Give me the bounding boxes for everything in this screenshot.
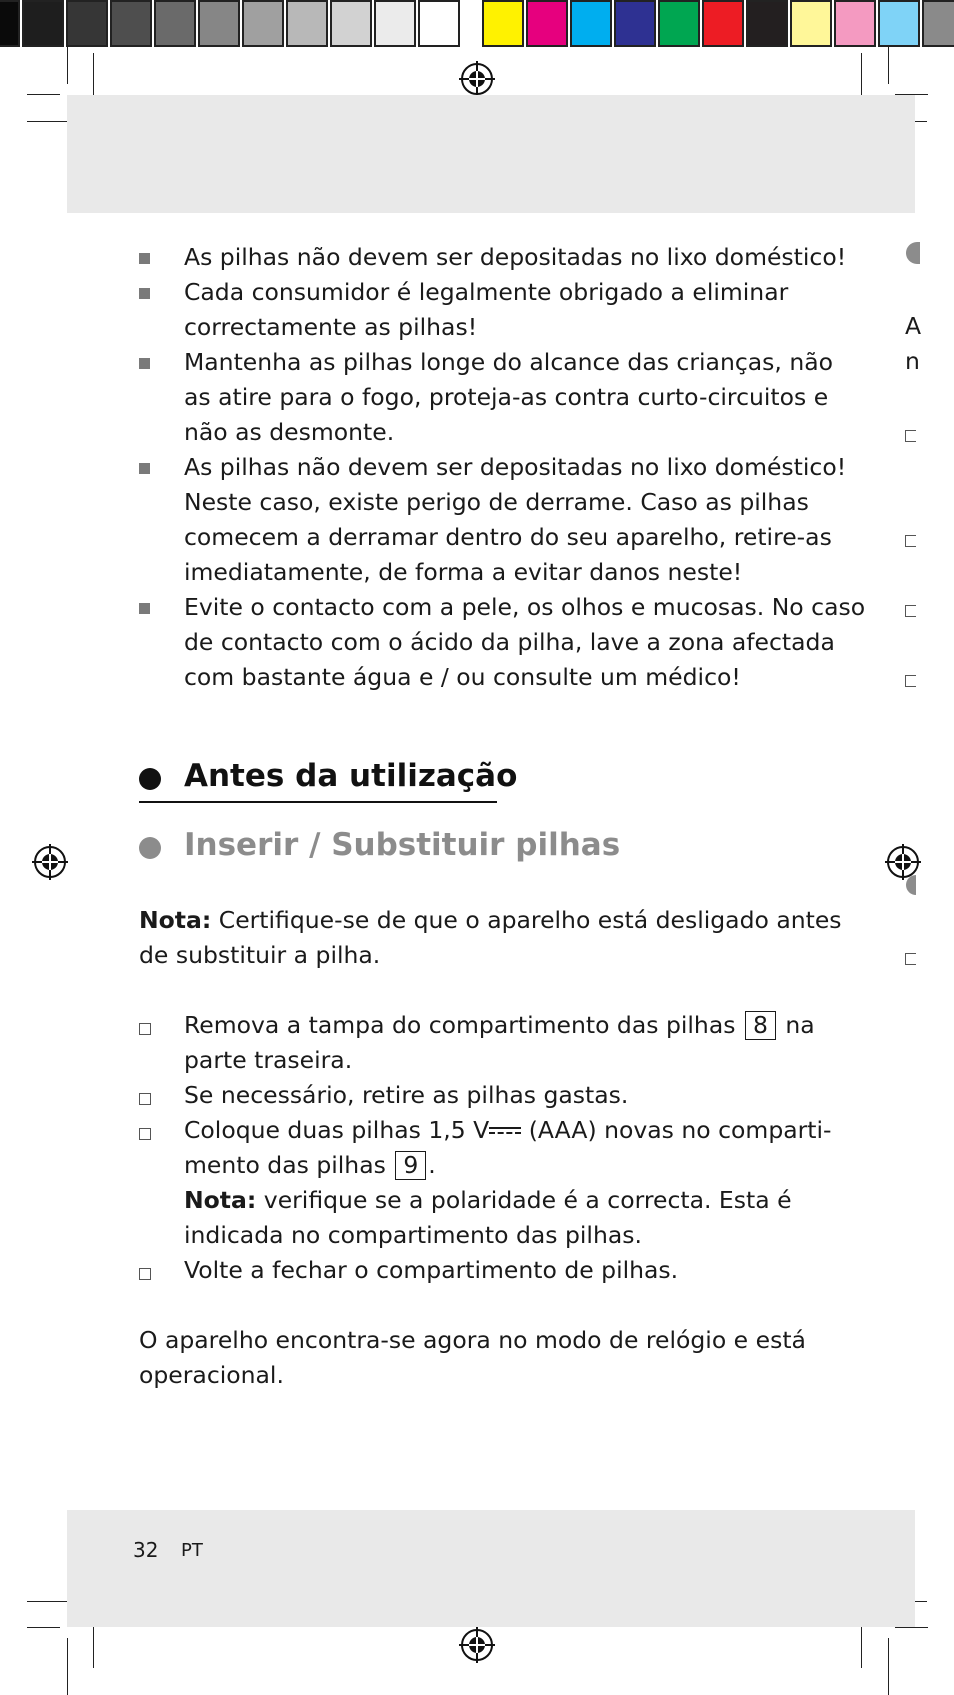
list-item: As pilhas não devem ser depositadas no lixo doméstico! Neste caso, existe perigo de derrame. Caso as pilhas comecem a derramar dentro do seu aparelho, retire-as imediatamente, de forma a evitar danos neste! — [184, 453, 847, 586]
bullet-square-icon — [139, 463, 150, 474]
step-item: Se necessário, retire as pilhas gastas. — [184, 1081, 629, 1109]
gray-swatch — [242, 0, 284, 47]
header-band — [67, 95, 915, 213]
list-item: Evite o contacto com a pele, os olhos e mucosas. No caso de contacto com o ácido da pilha, lave a zona afectada com bastante água e / ou consulte um médico! — [184, 593, 866, 691]
color-swatch — [570, 0, 612, 47]
page-number: 32 — [133, 1538, 159, 1562]
gray-swatch — [22, 0, 64, 47]
step-checkbox-icon — [139, 1268, 151, 1280]
step-checkbox-icon — [905, 675, 916, 687]
step-item: Coloque duas pilhas 1,5 V (AAA) novas no comparti- mento das pilhas 9 . Nota: verifique se a polaridade é a correcta. Esta é indicada no compartimento das pilhas. — [184, 1116, 832, 1249]
color-swatch — [702, 0, 744, 47]
crop-mark — [27, 94, 60, 95]
color-swatch — [482, 0, 524, 47]
step-item: Remova a tampa do compartimento das pilhas 8 na parte traseira. — [184, 1011, 815, 1074]
step-item: Volte a fechar o compartimento de pilhas. — [184, 1256, 679, 1284]
next-page-bullet-icon — [906, 875, 916, 895]
bullet-square-icon — [139, 603, 150, 614]
crop-mark — [93, 53, 94, 101]
gray-swatch — [418, 0, 460, 47]
color-swatch — [834, 0, 876, 47]
color-swatch — [878, 0, 920, 47]
crop-mark — [67, 1638, 68, 1695]
next-page-fragment: A — [905, 312, 922, 340]
gray-swatch — [154, 0, 196, 47]
note-text: Certifique-se de que o aparelho está desligado antes — [211, 906, 842, 934]
crop-mark — [27, 1627, 60, 1628]
crop-mark — [93, 1620, 94, 1668]
list-item: Mantenha as pilhas longe do alcance das crianças, não as atire para o fogo, proteja-as contra curto-circuitos e não as desmonte. — [184, 348, 834, 446]
step-checkbox-icon — [139, 1128, 151, 1140]
bullet-square-icon — [139, 358, 150, 369]
list-item: As pilhas não devem ser depositadas no lixo doméstico! — [184, 243, 847, 271]
closing-paragraph: O aparelho encontra-se agora no modo de relógio e está operacional. — [139, 1326, 806, 1389]
color-swatch — [746, 0, 788, 47]
next-page-fragment: n — [905, 347, 920, 375]
note-label: Nota: — [139, 906, 212, 934]
registration-mark-icon — [459, 61, 495, 97]
gray-swatch — [0, 0, 20, 47]
step-checkbox-icon — [905, 953, 916, 965]
registration-mark-icon — [459, 1627, 495, 1663]
footer-band — [67, 1510, 915, 1627]
bullet-square-icon — [139, 253, 150, 264]
color-swatch — [922, 0, 954, 47]
section-underline — [139, 801, 497, 803]
step-checkbox-icon — [905, 605, 916, 617]
gray-swatch — [374, 0, 416, 47]
note-label: Nota: — [184, 1186, 257, 1214]
subsection-title: Inserir / Substituir pilhas — [184, 827, 621, 863]
gray-swatch — [286, 0, 328, 47]
language-code: PT — [181, 1540, 203, 1561]
subsection-bullet-icon — [139, 837, 161, 859]
part-ref-9: 9 — [395, 1151, 426, 1180]
crop-mark — [888, 47, 889, 84]
crop-mark — [861, 1620, 862, 1668]
color-swatch — [526, 0, 568, 47]
section-bullet-icon — [139, 768, 161, 790]
bullet-square-icon — [139, 288, 150, 299]
note-text: de substituir a pilha. — [139, 941, 381, 969]
color-swatch — [658, 0, 700, 47]
step-checkbox-icon — [139, 1093, 151, 1105]
crop-mark — [888, 1638, 889, 1695]
gray-swatch — [330, 0, 372, 47]
gray-swatch — [198, 0, 240, 47]
crop-mark — [895, 1627, 928, 1628]
step-checkbox-icon — [139, 1023, 151, 1035]
note-paragraph — [139, 903, 842, 973]
step-checkbox-icon — [905, 535, 916, 547]
list-item: Cada consumidor é legalmente obrigado a eliminar correctamente as pilhas! — [184, 278, 789, 341]
color-swatch — [790, 0, 832, 47]
step-checkbox-icon — [905, 430, 916, 442]
part-ref-8: 8 — [745, 1011, 776, 1040]
dc-voltage-icon — [489, 1125, 521, 1139]
crop-mark — [861, 53, 862, 101]
registration-mark-icon — [32, 844, 68, 880]
crop-mark — [67, 47, 68, 84]
next-page-bullet-icon — [906, 242, 920, 264]
gray-swatch — [66, 0, 108, 47]
gray-swatch — [110, 0, 152, 47]
color-swatch — [614, 0, 656, 47]
section-title: Antes da utilização — [184, 758, 518, 794]
